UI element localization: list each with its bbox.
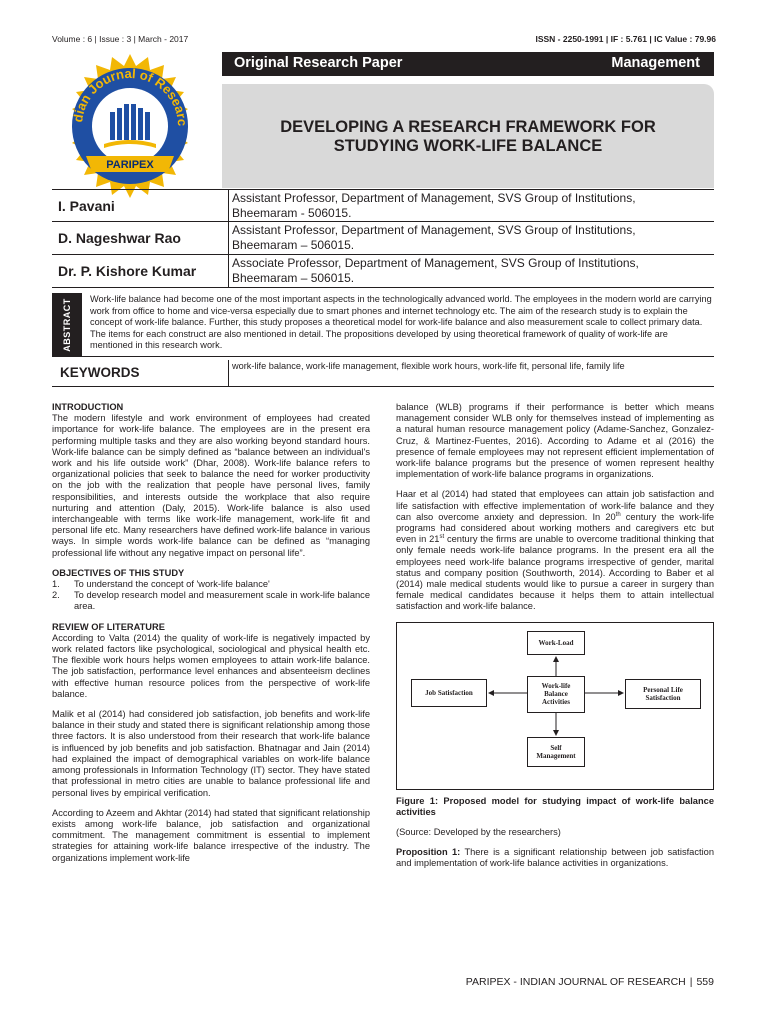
box-label: Job Satisfaction [425,688,473,697]
affiliation-line: Bheemaram - 506015. [232,205,352,220]
top-info-line [52,34,716,46]
proposition-text: There is a significant relationship between job satisfaction and implementation of work-life balance activities in organizations. [396,847,714,869]
box-label: Work-life Balance Activities [541,682,571,707]
authors-table [52,189,714,288]
superscript: th [615,511,621,518]
author-name: I. Pavani [58,198,115,214]
box-personal-life-satisfaction [625,679,701,709]
proposition-label: Proposition 1: [396,847,461,858]
figure-1-diagram [396,622,714,790]
list-text: To understand the concept of 'work-life balance' [74,579,270,590]
list-item [52,579,370,590]
box-job-satisfaction [411,679,487,707]
abstract-label: ABSTRACT [62,298,72,352]
list-number: 1. [52,579,60,590]
body-paragraph: balance (WLB) programs if their performance is better which means management consider WLB only for themselves instead of implementing as a natural human resource management policy (Adame-Sanchez, Gonzalez-Cruz, & Martinez-Fuentes, 2016). According to Adame et al (2016) the presence of female employees may not represent efficient implementation of work-life balance programs but the presence of women represent healthy implementation of work-life balance programs in organizations. [396,402,714,480]
author-row [52,189,714,222]
author-affiliation [228,222,714,254]
right-column [396,402,714,879]
box-label: Personal Life Satisfaction [643,685,683,702]
review-paragraph: According to Azeem and Akhtar (2014) had stated that significant relationship exists among work-life balance, job satisfaction and organizational commitment. The management commitment is essential to implement strategies for attaining work-life balance irrespective of the industry. The organizations implement work-life [52,807,370,863]
text-run: century the work-life programs had considered about working mothers and caregivers etc but even in 21 [396,511,714,545]
title-line-1: DEVELOPING A RESEARCH FRAMEWORK FOR [280,118,656,136]
review-paragraph: According to Valta (2014) the quality of work-life is negatively impacted by work related factors like psychological, sociological and physical health etc. The flexible work hours helps women employees to attain work-life balance. The job satisfaction, performance level enhances and absenteeism declines with effective human resource polices from the perspective of work-life balance. [52,632,370,699]
box-work-life-balance [527,676,585,713]
figure-source: (Source: Developed by the researchers) [396,827,561,838]
paper-subject: Management [611,55,700,71]
figure-caption: Figure 1: Proposed model for studying impact of work-life balance activities [396,795,714,817]
keywords-section [52,360,714,387]
paper-type-banner [222,52,714,76]
abstract-tab [52,293,82,357]
box-label: Self Management [536,743,576,760]
intro-paragraph: The modern lifestyle and work environment of employees had created importance for work-life balance. The employees are in the present era performing multiple tasks and they are also working beyond standard hours. Work-life balance can be simply defined as “balance between an individual's work and his life outside work” (Dhar, 2008). Work-life balance refers to organizational policies that seek to balance the need for worker productivity on the job with the realization that people have personal lives, family responsibilities, and interests outside the workplace that also require nurturing and attention (Daly, 2015). Work-life balance is also used interchangeable with terms like work-life management, work-life fit and personal life etc. Many researchers have defined work-life balance in various ways. In simple words work-life balance can be defined as “managing professional life without any negative impact on personal life”. [52,413,370,558]
text-run: century the firms are unable to overcome traditional thinking that only female needs work-life balance programs. In the present era all the employees need work-life balance programs irrespective of gender, marital status and company position (Southworth, 2014). According to Baber et al (2014) male medical students would like to pursue a career in surgery than female medical candidates because it helps them to attain intellectual satisfaction and work-life balance. [396,534,715,612]
list-item [52,590,370,612]
logo-top-text: dian Journal of Researc [70,65,191,127]
paper-type: Original Research Paper [234,55,403,71]
box-self-management [527,737,585,767]
list-text: To develop research model and measurement scale in work-life balance area. [74,590,370,612]
superscript: st [439,534,445,541]
author-affiliation [228,190,714,222]
text-run: Haar et al (2014) had stated that employees can attain job satisfaction and life satisfaction with effective implementation of work-life balance and they can also overcome anxiety and depression. In 20 [396,489,714,522]
objectives-list [52,579,370,613]
author-name: Dr. P. Kishore Kumar [58,263,197,279]
page-footer [466,976,714,988]
proposition-1 [396,847,714,869]
logo-bottom-text: PARIPEX [106,159,154,171]
footer-journal: PARIPEX - INDIAN JOURNAL OF RESEARCH [465,976,686,988]
paripex-seal-icon [56,52,204,200]
title-box [222,84,714,188]
author-name: D. Nageshwar Rao [58,230,181,246]
intro-heading: INTRODUCTION [52,402,124,412]
footer-separator: | [689,976,693,988]
author-row [52,255,714,288]
abstract-text: Work-life balance had become one of the most important aspects in the technologically advanced world. The employees in the modern world are carrying work from office to home and vice-versa especially due to smart phones and internet technology etc. The aim of the research study is to explain the concept of work-life balance. Further, this study proposes a theoretical model for work-life balance and also measurement scale to collect primary data. The items for each construct are also mentioned in detail. The propositions developed by using theoretical framework of quality of work-life are mentioned in this research work. [90,294,712,351]
affiliation-line: Assistant Professor, Department of Management, SVS Group of Institutions, [232,223,636,237]
keywords-label: KEYWORDS [60,365,140,380]
abstract-section [52,293,714,357]
affiliation-line: Associate Professor, Department of Management, SVS Group of Institutions, [232,256,639,270]
review-paragraph: Malik et al (2014) had considered job satisfaction, job benefits and work-life balance in their study and stated there is significant relationship among those three factors. It is also understood from their research that work-life balance is influenced by job benefits and job satisfaction. Bhatnagar and Jain (2014) had explained the impact of demographical variables on work-life balance among professionals in Information Technology (IT) sector. They have stated that professional in metro cities are unable to balance professional life and personal lives by empirical verification. [52,709,370,798]
review-heading: REVIEW OF LITERATURE [52,621,165,632]
box-label: Work-Load [538,638,574,647]
list-number: 2. [52,590,60,601]
body-paragraph [396,489,714,612]
keywords-text: work-life balance, work-life management, flexible work hours, work-life fit, personal life, family life [228,360,714,387]
page-number: 559 [696,976,714,988]
volume-issue: Volume : 6 | Issue : 3 | March - 2017 [52,34,189,44]
objectives-heading: OBJECTIVES OF THIS STUDY [52,567,185,578]
affiliation-line: Assistant Professor, Department of Management, SVS Group of Institutions, [232,191,636,205]
affiliation-line: Bheemaram – 506015. [232,270,355,285]
paripex-logo [56,52,204,200]
author-affiliation [228,255,714,287]
box-work-load [527,631,585,655]
author-row [52,222,714,255]
title-line-2: STUDYING WORK-LIFE BALANCE [333,137,603,155]
left-column [52,402,370,873]
affiliation-line: Bheemaram – 506015. [232,237,355,252]
paper-title [222,118,714,156]
issn-info: ISSN - 2250-1991 | IF : 5.761 | IC Value : 79.96 [535,34,716,44]
